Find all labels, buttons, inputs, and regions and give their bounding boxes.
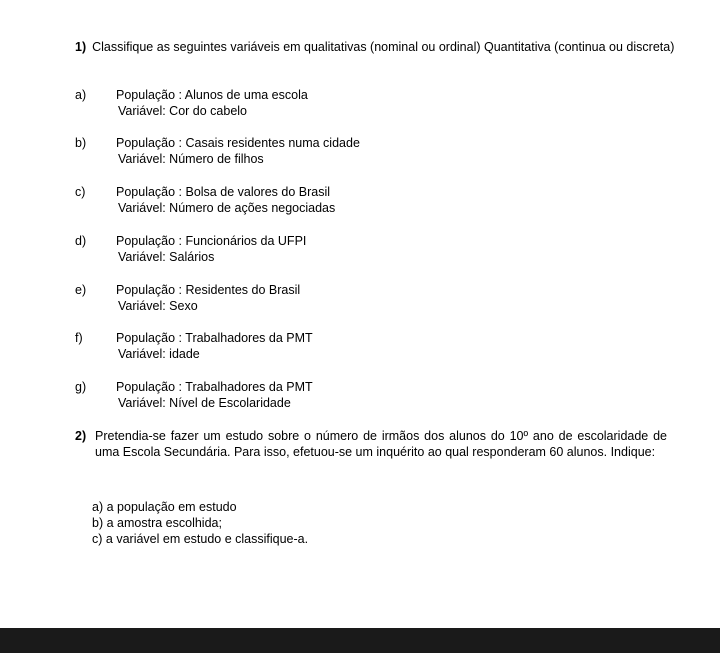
question-2-text: Pretendia-se fazer um estudo sobre o número de irmãos dos alunos do 10º ano de escolaridade de uma Escola Secundária. Para isso, efetuou-se um inquérito ao qual responderam 60 alunos. Indique: [95, 429, 667, 459]
question-2-subitem-c [92, 531, 308, 547]
item-letter: d) [75, 234, 87, 248]
question-1-number: 1) [75, 40, 87, 54]
subitem-text: a variável em estudo e classifique-a. [105, 532, 309, 546]
item-letter: e) [75, 283, 87, 297]
item-population: População : Trabalhadores da PMT [116, 331, 313, 345]
item-variable: Variável: Número de filhos [118, 152, 264, 166]
question-1-heading [75, 39, 675, 55]
question-1-text: Classifique as seguintes variáveis em qualitativas (nominal ou ordinal) Quantitativa (continua ou discreta) [92, 40, 675, 54]
item-population: População : Residentes do Brasil [116, 283, 301, 297]
item-variable: Variável: Nível de Escolaridade [118, 396, 291, 410]
item-letter: g) [75, 380, 87, 394]
item-population: População : Casais residentes numa cidade [116, 136, 360, 150]
question-2-subitem-a [92, 499, 237, 515]
item-population: População : Trabalhadores da PMT [116, 380, 313, 394]
item-variable: Variável: idade [118, 347, 200, 361]
item-letter: b) [75, 136, 87, 150]
item-variable: Variável: Salários [118, 250, 215, 264]
footer-bar [0, 628, 720, 653]
subitem-text: a população em estudo [106, 500, 237, 514]
item-population: População : Bolsa de valores do Brasil [116, 185, 331, 199]
subitem-letter: c) [92, 532, 103, 546]
subitem-text: a amostra escolhida; [106, 516, 222, 530]
item-population: População : Funcionários da UFPI [116, 234, 307, 248]
subitem-letter: b) [92, 516, 104, 530]
item-letter: c) [75, 185, 86, 199]
item-population: População : Alunos de uma escola [116, 88, 308, 102]
item-variable: Variável: Cor do cabelo [118, 104, 248, 118]
question-2 [75, 428, 667, 460]
item-variable: Variável: Número de ações negociadas [118, 201, 336, 215]
item-letter: a) [75, 88, 87, 102]
question-2-subitem-b [92, 515, 222, 531]
question-2-number: 2) [75, 429, 87, 443]
subitem-letter: a) [92, 500, 104, 514]
item-letter: f) [75, 331, 83, 345]
item-variable: Variável: Sexo [118, 299, 198, 313]
